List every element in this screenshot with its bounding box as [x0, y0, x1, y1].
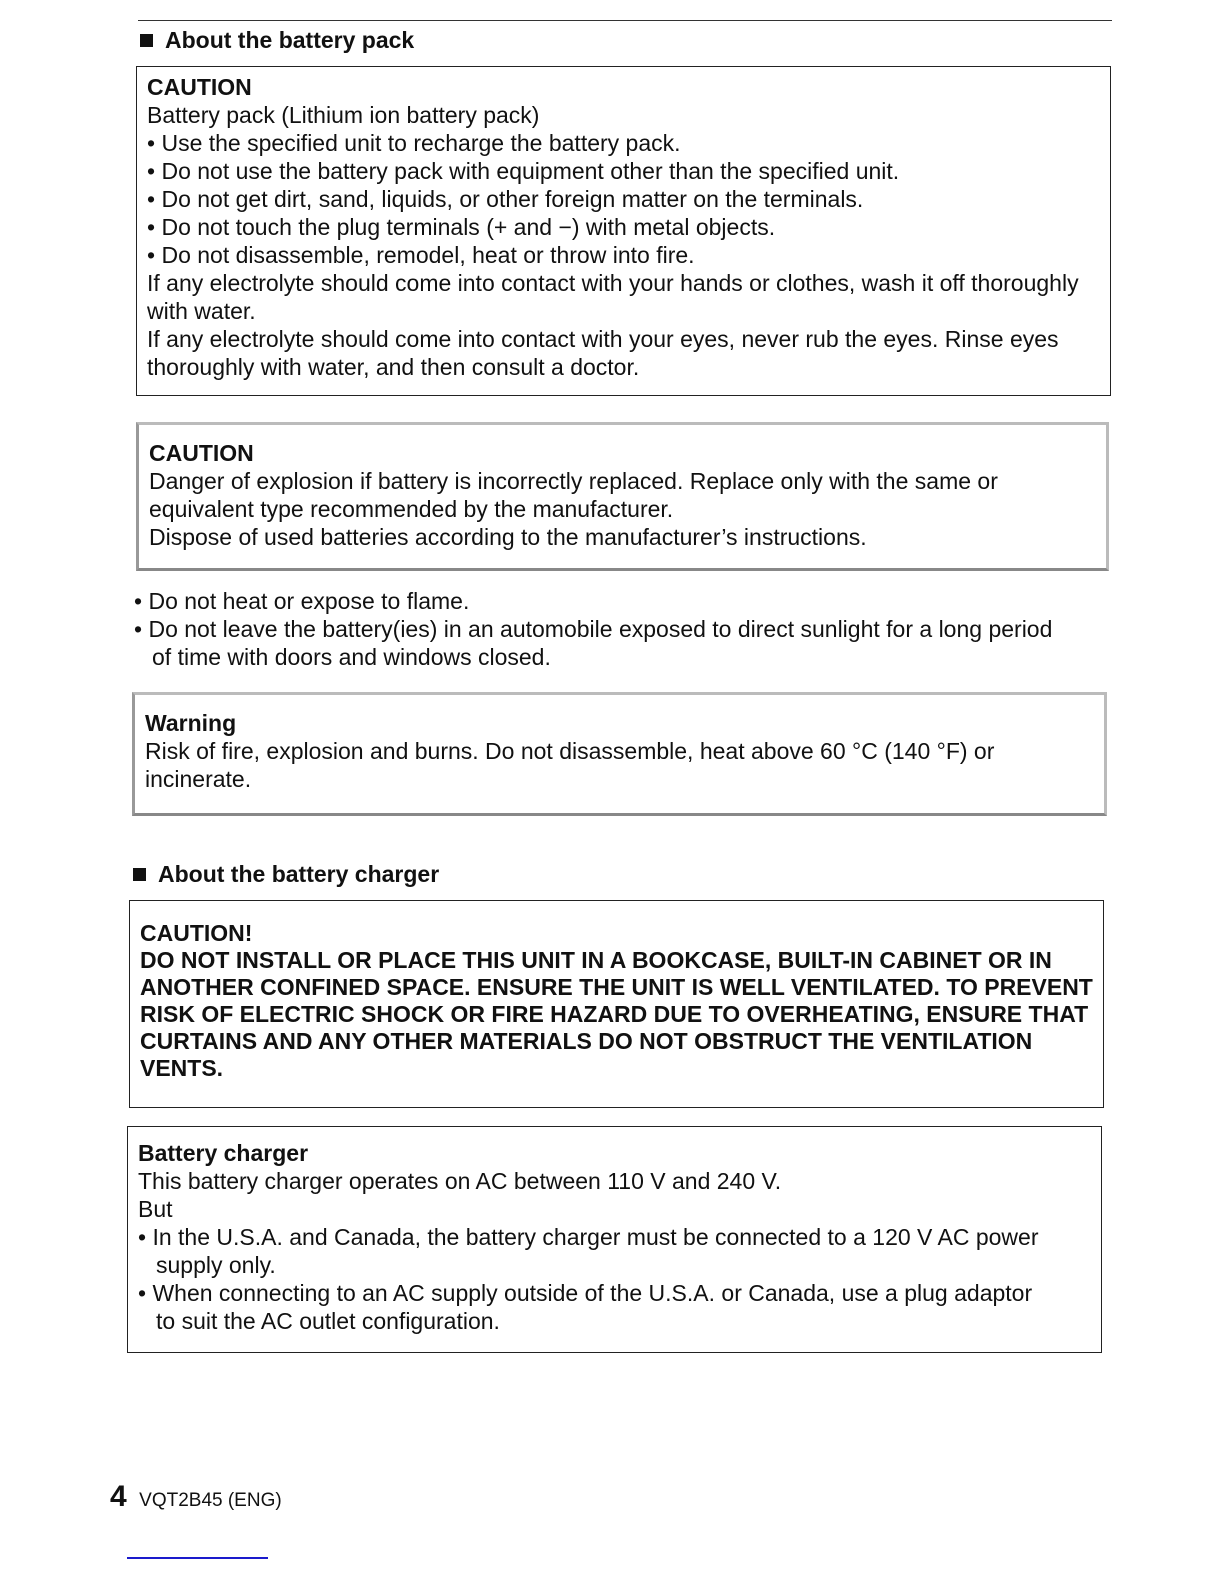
warning-text: Risk of fire, explosion and burns. Do not disassemble, heat above 60 °C (140 °F) or incinerate.	[145, 738, 995, 792]
footer	[110, 1480, 282, 1514]
bullet-text: Do not use the battery pack with equipment other than the specified unit.	[161, 158, 900, 184]
list-item: • Do not get dirt, sand, liquids, or other foreign matter on the terminals.	[147, 186, 864, 212]
paragraph: But	[138, 1196, 173, 1222]
paragraph: If any electrolyte should come into contact with your eyes, never rub the eyes. Rinse eyes thoroughly with water, and then consult a doctor.	[147, 326, 1059, 380]
bullet-text: Do not leave the battery(ies) in an automobile exposed to direct sunlight for a long period of time with doors and windows closed.	[148, 616, 1053, 670]
heading-text: About the battery charger	[158, 861, 440, 887]
bullet-text: Do not get dirt, sand, liquids, or other foreign matter on the terminals.	[161, 186, 864, 212]
bullet-text: When connecting to an AC supply outside of the U.S.A. or Canada, use a plug adaptor to suit the AC outlet configuration.	[152, 1280, 1033, 1334]
list-item: • Do not leave the battery(ies) in an automobile exposed to direct sunlight for a long period of time with doors and windows closed.	[134, 616, 1053, 670]
list-item: • Use the specified unit to recharge the battery pack.	[147, 130, 681, 156]
page-number: 4	[110, 1480, 127, 1513]
list-item: • In the U.S.A. and Canada, the battery charger must be connected to a 120 V AC power supply only.	[138, 1224, 1039, 1278]
caution-title: CAUTION!	[140, 920, 253, 946]
caution-box-battery	[136, 66, 1111, 396]
warning-title: Warning	[145, 710, 237, 736]
top-rule	[138, 20, 1112, 21]
footer-line	[127, 1557, 268, 1559]
bullet-text: Do not heat or expose to flame.	[148, 588, 470, 614]
intro: Battery pack (Lithium ion battery pack)	[147, 102, 540, 128]
list-item: • Do not touch the plug terminals (+ and −) with metal objects.	[147, 214, 776, 240]
paragraph: If any electrolyte should come into contact with your hands or clothes, wash it off thoroughly with water.	[147, 270, 1079, 324]
caution-title: CAUTION	[149, 440, 254, 466]
list-item: • When connecting to an AC supply outside of the U.S.A. or Canada, use a plug adaptor to suit the AC outlet configuration.	[138, 1280, 1033, 1334]
charger-info-box	[127, 1126, 1102, 1353]
bullet-text: Do not disassemble, remodel, heat or throw into fire.	[161, 242, 695, 268]
list-item: • Do not use the battery pack with equipment other than the specified unit.	[147, 158, 900, 184]
box-title: Battery charger	[138, 1140, 309, 1166]
caution-box-charger	[129, 900, 1104, 1108]
heading-text: About the battery pack	[165, 27, 415, 53]
bullet-text: Do not touch the plug terminals (+ and −) with metal objects.	[161, 214, 776, 240]
section-heading-charger	[133, 861, 439, 888]
caution-title: CAUTION	[147, 74, 252, 100]
bullet-text: In the U.S.A. and Canada, the battery charger must be connected to a 120 V AC power supply only.	[152, 1224, 1039, 1278]
square-bullet-icon	[133, 868, 146, 881]
square-bullet-icon	[140, 34, 153, 47]
caution-box-explosion	[136, 422, 1109, 571]
paragraph: Dispose of used batteries according to the manufacturer’s instructions.	[149, 524, 867, 550]
paragraph: Danger of explosion if battery is incorrectly replaced. Replace only with the same or equivalent type recommended by the manufacturer.	[149, 468, 998, 522]
paragraph: This battery charger operates on AC between 110 V and 240 V.	[138, 1168, 782, 1194]
caution-text: DO NOT INSTALL OR PLACE THIS UNIT IN A BOOKCASE, BUILT-IN CABINET OR IN ANOTHER CONFINED SPACE. ENSURE THE UNIT IS WELL VENTILATED. TO PREVENT RISK OF ELECTRIC SHOCK OR FIRE HAZARD DUE TO OVERHEATING, ENSURE THAT CURTAINS AND ANY OTHER MATERIALS DO NOT OBSTRUCT THE VENTILATION VENTS.	[140, 947, 1093, 1081]
section-heading-battery-pack	[140, 27, 414, 54]
list-item: • Do not heat or expose to flame.	[134, 588, 470, 614]
bullet-text: Use the specified unit to recharge the battery pack.	[161, 130, 681, 156]
warning-box	[132, 692, 1107, 816]
battery-bullets	[134, 587, 1074, 671]
list-item: • Do not disassemble, remodel, heat or throw into fire.	[147, 242, 695, 268]
document-code: VQT2B45 (ENG)	[139, 1490, 282, 1511]
